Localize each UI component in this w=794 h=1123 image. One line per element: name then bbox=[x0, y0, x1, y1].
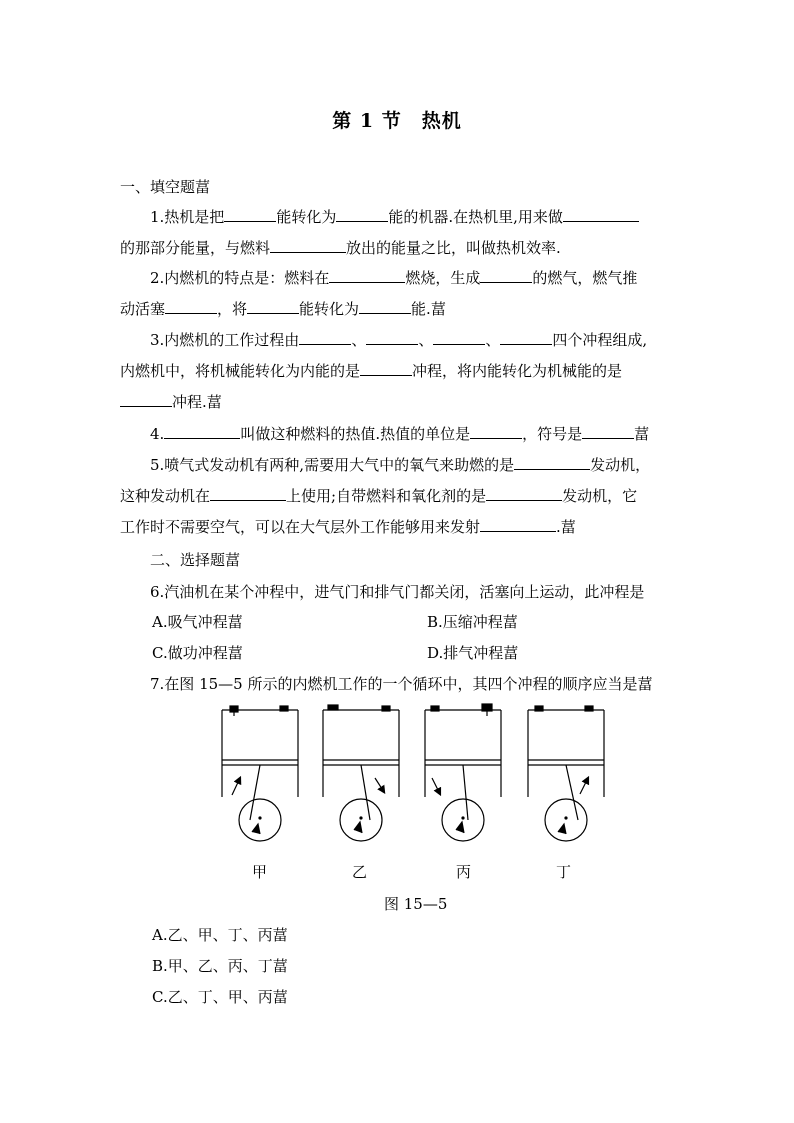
section-choice-heading: 二、选择题葍 bbox=[150, 551, 241, 569]
question-3-line-3: 冲程.葍 bbox=[120, 392, 680, 412]
question-7-option-c: C.乙、丁、甲、丙葍 bbox=[152, 988, 288, 1006]
question-4: 4. 叫做这种燃料的热值.热值的单位是 ，符号是 葍 bbox=[150, 425, 650, 443]
question-2-line-2: 动活塞 ，将 能转化为 能.葍 bbox=[120, 300, 446, 318]
question-5-line-1: 5.喷气式发动机有两种,需要用大气中的氧气来助燃的是 发动机， bbox=[150, 456, 651, 474]
question-6-option-c: C.做功冲程葍 bbox=[152, 644, 243, 662]
engine-jia bbox=[222, 706, 298, 841]
figure-label-jia: 甲 bbox=[252, 863, 268, 881]
question-7-stem: 7.在图 15—5 所示的内燃机工作的一个循环中，其四个冲程的顺序应当是葍 bbox=[150, 675, 653, 693]
engine-bing bbox=[425, 704, 501, 841]
question-3-line-1: 3.内燃机的工作过程由 、 、 、 四个冲程组成, bbox=[150, 331, 648, 349]
question-7-option-a: A.乙、甲、丁、丙葍 bbox=[152, 926, 288, 944]
figure-label-bing: 丙 bbox=[456, 863, 472, 881]
page-title: 第 1 节 热机 bbox=[332, 110, 462, 132]
question-6-option-b: B.压缩冲程葍 bbox=[427, 613, 518, 631]
question-3-line-2: 内燃机中，将机械能转化为内能的是 冲程，将内能转化为机械能的是 bbox=[120, 362, 623, 380]
question-7-option-b: B.甲、乙、丙、丁葍 bbox=[152, 957, 288, 975]
question-6-option-a: A.吸气冲程葍 bbox=[152, 613, 243, 631]
question-1-line-1: 1.热机是把 能转化为 能的机器.在热机里,用来做 bbox=[150, 207, 680, 227]
question-5-line-3: 工作时不需要空气，可以在大气层外工作能够用来发射 .葍 bbox=[120, 518, 576, 536]
question-6-stem: 6.汽油机在某个冲程中，进气门和排气门都关闭，活塞向上运动，此冲程是 bbox=[150, 583, 645, 601]
figure-label-yi: 乙 bbox=[352, 863, 368, 881]
engine-strokes-figure bbox=[210, 702, 610, 892]
engine-ding bbox=[528, 706, 604, 841]
figure-caption: 图 15—5 bbox=[384, 895, 448, 913]
figure-label-ding: 丁 bbox=[556, 863, 572, 881]
question-2-line-1: 2.内燃机的特点是：燃料在 燃烧，生成 的燃气，燃气推 bbox=[150, 269, 638, 287]
question-1-line-2: 的那部分能量，与燃料 放出的能量之比，叫做热机效率. bbox=[120, 239, 561, 257]
question-6-option-d: D.排气冲程葍 bbox=[427, 644, 519, 662]
question-5-line-2: 这种发动机在 上使用;自带燃料和氧化剂的是 发动机，它 bbox=[120, 487, 638, 505]
section-fill-blank-heading: 一、填空题葍 bbox=[120, 178, 211, 196]
engine-yi bbox=[323, 705, 399, 841]
